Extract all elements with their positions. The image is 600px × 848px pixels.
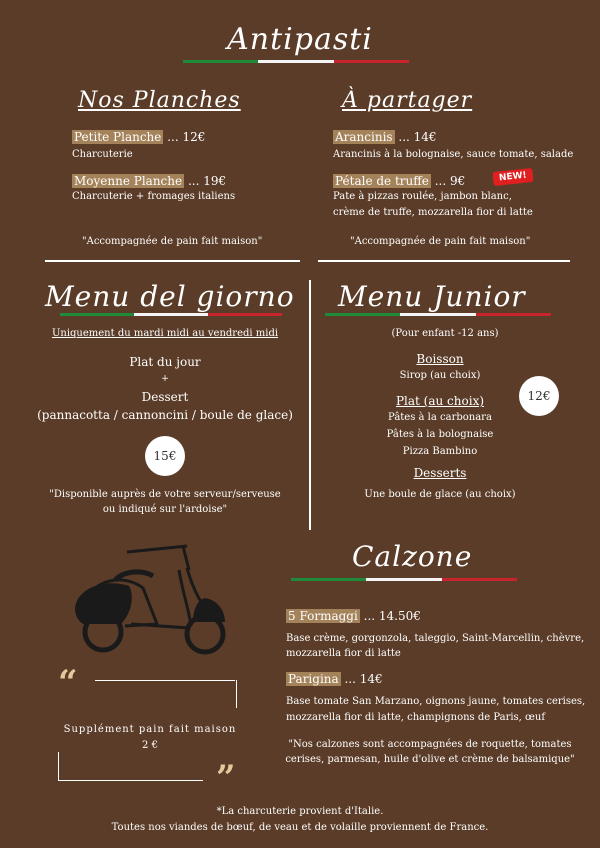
planches-note: "Accompagnée de pain fait maison"	[82, 236, 263, 247]
planches-title: Nos Planches	[78, 88, 241, 113]
menu-item-moyenne-planche	[72, 174, 226, 188]
item-description: Pate à pizzas roulée, jambon blanc,	[333, 191, 512, 202]
giorno-note: ou indiqué sur l'ardoise"	[102, 504, 228, 515]
item-name: Pétale de truffe	[335, 174, 429, 188]
junior-plat-item: Pâtes à la carbonara	[388, 412, 492, 423]
item-price: ... 14€	[340, 672, 383, 686]
italian-flag-divider	[291, 578, 517, 581]
giorno-subtitle: Uniquement du mardi midi au vendredi midi	[51, 328, 279, 339]
partager-title: À partager	[342, 88, 473, 113]
junior-title: Menu Junior	[338, 280, 526, 313]
partager-note: "Accompagnée de pain fait maison"	[350, 236, 531, 247]
giorno-dessert: Dessert	[141, 390, 189, 404]
calzone-note: "Nos calzones sont accompagnées de roquette, tomates	[288, 739, 572, 750]
frame-line	[95, 680, 235, 681]
junior-boisson: Sirop (au choix)	[399, 370, 481, 381]
frame-line	[236, 680, 237, 708]
item-name: Petite Planche	[74, 130, 162, 144]
giorno-plat: Plat du jour	[129, 355, 201, 369]
giorno-note: "Disponible auprès de votre serveur/serveuse	[49, 489, 281, 500]
junior-boisson-label: Boisson	[416, 352, 464, 366]
menu-item-parigina	[286, 672, 383, 686]
item-price: ... 19€	[184, 174, 227, 188]
item-description: Charcuterie + fromages italiens	[72, 191, 236, 202]
giorno-price: 15€	[145, 436, 185, 476]
item-price: ... 14.50€	[359, 609, 421, 623]
giorno-plus: +	[161, 374, 169, 384]
quote-close-icon: ”	[216, 758, 236, 798]
italian-flag-divider	[325, 313, 551, 316]
frame-line	[58, 752, 59, 780]
menu-item-5-formaggi	[286, 609, 421, 623]
italian-flag-divider	[60, 313, 282, 316]
item-description: crème de truffe, mozzarella fior di latte	[333, 207, 533, 218]
antipasti-title: Antipasti	[227, 22, 373, 57]
footer-line: *La charcuterie provient d'Italie.	[216, 806, 384, 817]
junior-plat-item: Pâtes à la bolognaise	[386, 429, 494, 440]
item-price: ... 14€	[394, 130, 437, 144]
supplement-price: 2 €	[142, 740, 158, 751]
item-name: Parigina	[288, 672, 339, 686]
section-divider	[45, 260, 300, 262]
supplement-text: Supplément pain fait maison	[63, 724, 237, 735]
new-badge: NEW!	[492, 168, 533, 186]
junior-subtitle: (Pour enfant -12 ans)	[391, 328, 499, 339]
item-description: Charcuterie	[72, 149, 133, 160]
item-description: Arancinis à la bolognaise, sauce tomate, salade	[333, 149, 574, 160]
item-description: mozzarella fior di latte	[286, 648, 401, 659]
item-name: Arancinis	[335, 130, 393, 144]
menu-item-arancinis	[333, 130, 437, 144]
menu-item-petite-planche	[72, 130, 205, 144]
giorno-dessert-options: (pannacotta / cannoncini / boule de glace)	[37, 408, 293, 422]
quote-open-icon: “	[58, 663, 78, 703]
junior-plat-label: Plat (au choix)	[395, 394, 485, 408]
junior-desserts-label: Desserts	[413, 466, 467, 480]
italian-flag-divider	[183, 60, 409, 63]
calzone-note: cerises, parmesan, huile d'olive et crème de balsamique"	[285, 754, 575, 765]
menu-item-petale-de-truffe	[333, 174, 465, 188]
scooter-illustration	[65, 540, 235, 660]
section-divider	[318, 260, 570, 262]
junior-price: 12€	[519, 376, 559, 416]
item-description: mozzarella fior di latte, champignons de Paris, œuf	[286, 712, 546, 723]
calzone-title: Calzone	[352, 540, 473, 573]
item-description: Base crème, gorgonzola, taleggio, Saint-Marcellin, chèvre,	[286, 633, 585, 644]
junior-plat-item: Pizza Bambino	[402, 446, 478, 457]
giorno-title: Menu del giorno	[45, 280, 295, 313]
item-price: ... 9€	[430, 174, 466, 188]
item-name: 5 Formaggi	[288, 609, 358, 623]
footer-line: Toutes nos viandes de bœuf, de veau et de volaille proviennent de France.	[111, 822, 489, 833]
item-name: Moyenne Planche	[74, 174, 183, 188]
item-price: ... 12€	[163, 130, 206, 144]
frame-line	[58, 780, 203, 781]
item-description: Base tomate San Marzano, oignons jaune, tomates cerises,	[286, 696, 586, 707]
junior-dessert: Une boule de glace (au choix)	[364, 489, 516, 500]
